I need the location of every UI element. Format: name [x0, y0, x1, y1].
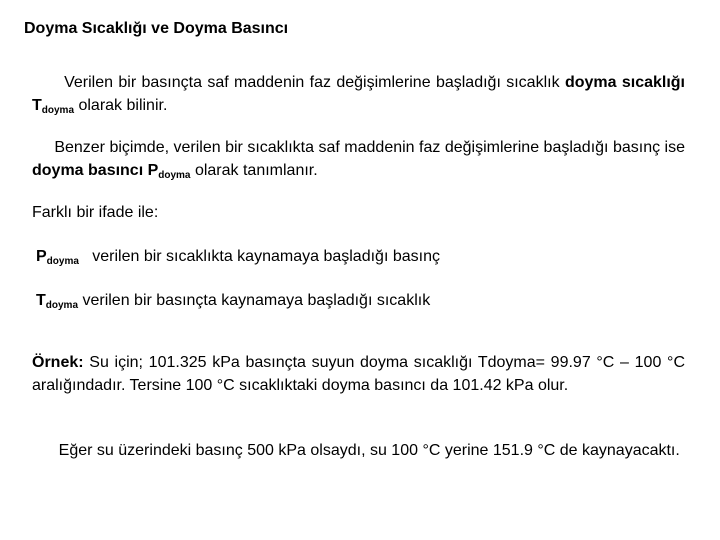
indent: [32, 442, 59, 459]
indent: [32, 74, 64, 91]
subscript: doyma: [46, 256, 79, 267]
definition-temperature: [36, 289, 689, 312]
indent: [32, 139, 54, 156]
paragraph-text: Eğer su üzerindeki basınç 500 kPa olsaydı, su 100 °C yerine 151.9 °C de kaynayacaktı.: [58, 442, 680, 459]
paragraph-text: olarak tanımlanır.: [190, 162, 318, 179]
term-saturation-pressure: doyma basıncı P: [32, 162, 159, 179]
paragraph-text: olarak bilinir.: [74, 97, 168, 114]
symbol: P: [36, 248, 47, 265]
paragraph-text: Benzer biçimde, verilen bir sıcaklıkta saf maddenin faz değişimlerine başladığı basınç ise: [54, 139, 686, 156]
subscript: doyma: [158, 170, 191, 181]
page-title: Doyma Sıcaklığı ve Doyma Basıncı: [24, 20, 289, 37]
definition-pressure: [36, 245, 689, 268]
example-text: Su için; 101.325 kPa basınçta suyun doyma sıcaklığı Tdoyma= 99.97 °C – 100 °C aralığındadır. Tersine 100 °C sıcaklıktaki doyma basıncı da 101.42 kPa olur.: [32, 354, 685, 394]
subscript: doyma: [41, 105, 75, 116]
example-label: Örnek:: [32, 354, 84, 371]
definition-text: verilen bir sıcaklıkta kaynamaya başladığı basınç: [78, 248, 440, 265]
paragraph-intro: Farklı bir ifade ile:: [32, 204, 159, 221]
term-saturation-temperature: doyma sıcaklığı T: [32, 74, 686, 114]
paragraph-500kpa: [32, 439, 685, 462]
paragraph-text: Verilen bir basınçta saf maddenin faz değişimlerine başladığı sıcaklık: [64, 74, 565, 91]
definition-text: verilen bir basınçta kaynamaya başladığı sıcaklık: [78, 292, 431, 309]
paragraph-saturation-temperature: [32, 71, 685, 117]
symbol: T: [36, 292, 46, 309]
paragraph-saturation-pressure: [32, 136, 685, 182]
paragraph-example: [32, 351, 685, 397]
subscript: doyma: [45, 300, 79, 311]
